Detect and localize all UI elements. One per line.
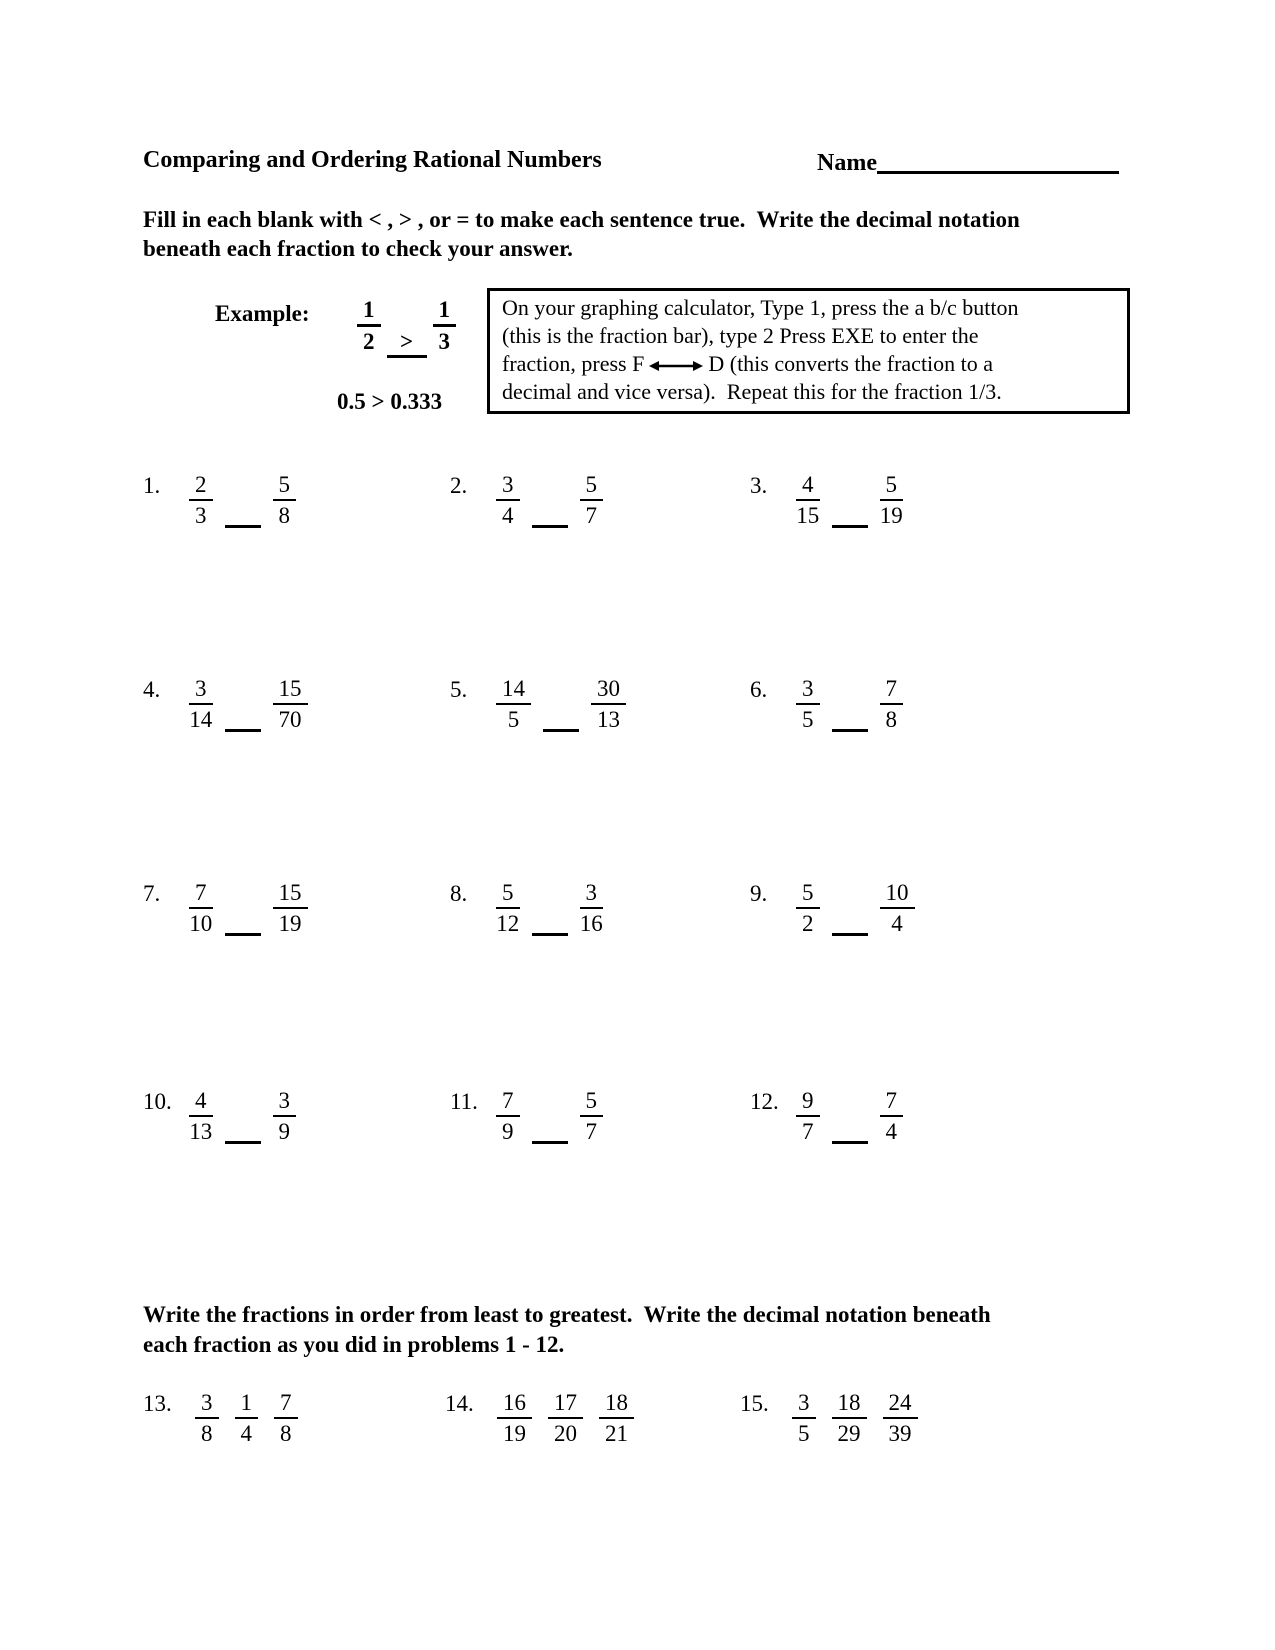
fraction-numerator: 5 [580, 472, 604, 501]
fraction-denominator: 4 [885, 1119, 897, 1144]
instructions-line-2: beneath each fraction to check your answer. [143, 236, 573, 261]
problem-number: 2. [450, 473, 468, 498]
fraction-numerator: 15 [273, 880, 308, 909]
fraction-denominator: 14 [189, 707, 213, 732]
fraction-denominator: 9 [278, 1119, 290, 1144]
fraction-numerator: 10 [880, 880, 915, 909]
problem-5 [450, 676, 626, 733]
fraction-denominator: 4 [502, 503, 514, 528]
problem-number: 8. [450, 881, 468, 906]
problem-number: 7. [143, 881, 161, 906]
fraction-numerator: 17 [548, 1390, 583, 1419]
fraction-numerator: 24 [883, 1390, 918, 1419]
worksheet-title: Comparing and Ordering Rational Numbers [143, 147, 602, 173]
fraction [273, 1088, 297, 1145]
fraction-denominator: 5 [798, 1421, 810, 1446]
answer-blank[interactable] [225, 1135, 261, 1144]
fraction-denominator: 15 [796, 503, 820, 528]
answer-blank[interactable] [532, 1135, 568, 1144]
fraction-numerator: 9 [796, 1088, 820, 1117]
fraction-numerator: 3 [195, 1390, 219, 1419]
fraction [189, 676, 213, 733]
fraction-numerator: 2 [189, 472, 213, 501]
answer-blank[interactable] [832, 1135, 868, 1144]
fraction-numerator: 15 [273, 676, 308, 705]
fraction-numerator: 3 [796, 676, 820, 705]
fraction-denominator: 8 [278, 503, 290, 528]
calcbox-line-1: On your graphing calculator, Type 1, press the a b/c button [502, 295, 1019, 320]
fraction-denominator: 70 [278, 707, 302, 732]
fraction [796, 1088, 820, 1145]
problem-number: 10. [143, 1089, 172, 1114]
fraction-denominator: 3 [195, 503, 207, 528]
f-to-d-double-arrow-icon [649, 359, 703, 373]
fraction [580, 1088, 604, 1145]
fraction [796, 880, 820, 937]
fraction-numerator: 5 [796, 880, 820, 909]
fraction-denominator: 19 [503, 1421, 526, 1446]
problem-7 [143, 880, 308, 937]
fraction-denominator: 10 [189, 911, 213, 936]
fraction-numerator: 7 [880, 676, 904, 705]
fraction-numerator: 30 [591, 676, 626, 705]
problem-number: 15. [740, 1391, 769, 1416]
fraction [433, 297, 457, 355]
answer-blank[interactable] [532, 519, 568, 528]
example-label: Example: [215, 301, 310, 326]
calcbox-line-3: fraction, press F D (this converts the fraction to a [502, 351, 994, 376]
problem-8 [450, 880, 603, 937]
fraction [880, 676, 904, 733]
problem-number: 14. [445, 1391, 474, 1416]
problem-number: 9. [750, 881, 768, 906]
name-field-row [817, 147, 1119, 177]
fraction [796, 676, 820, 733]
section2-line-2: each fraction as you did in problems 1 - 12. [143, 1332, 565, 1357]
fraction-denominator: 12 [496, 911, 520, 936]
fraction-denominator: 8 [885, 707, 897, 732]
instructions [143, 205, 1020, 263]
fraction-denominator: 20 [554, 1421, 577, 1446]
fraction [189, 880, 213, 937]
fraction-denominator: 5 [507, 707, 520, 732]
fraction [548, 1390, 583, 1447]
fraction [496, 472, 520, 529]
fraction-denominator: 13 [189, 1119, 213, 1144]
fraction-numerator: 18 [599, 1390, 634, 1419]
answer-blank[interactable] [225, 519, 261, 528]
problem-4 [143, 676, 308, 733]
fraction-denominator: 19 [278, 911, 302, 936]
example-answer-blank: > [387, 329, 427, 358]
fraction [496, 676, 531, 733]
fraction [496, 1088, 520, 1145]
problem-number: 4. [143, 677, 161, 702]
fraction [883, 1390, 918, 1447]
fraction [832, 1390, 867, 1447]
fraction-denominator: 8 [280, 1421, 292, 1446]
fraction-numerator: 3 [189, 676, 213, 705]
name-blank-line[interactable] [877, 147, 1119, 174]
example-problem [357, 297, 456, 355]
problem-12 [750, 1088, 903, 1145]
fraction-numerator: 7 [274, 1390, 298, 1419]
calcbox-line-2: (this is the fraction bar), type 2 Press EXE to enter the [502, 323, 979, 348]
fraction [357, 297, 381, 355]
fraction-numerator: 5 [496, 880, 520, 909]
fraction-numerator: 4 [189, 1088, 213, 1117]
answer-blank[interactable] [832, 519, 868, 528]
answer-blank[interactable] [543, 723, 579, 732]
fraction-denominator: 2 [802, 911, 814, 936]
answer-blank[interactable] [532, 927, 568, 936]
instructions-line-1: Fill in each blank with < , > , or = to make each sentence true. Write the decimal notation [143, 207, 1020, 232]
fraction-denominator: 7 [585, 1119, 597, 1144]
calcbox-line-4: decimal and vice versa). Repeat this for the fraction 1/3. [502, 379, 1002, 404]
fraction [880, 880, 915, 937]
problem-number: 13. [143, 1391, 172, 1416]
fraction-denominator: 4 [891, 911, 903, 936]
problem-11 [450, 1088, 603, 1145]
problem-number: 11. [450, 1089, 478, 1114]
answer-blank[interactable] [225, 927, 261, 936]
fraction-numerator: 16 [497, 1390, 532, 1419]
fraction-numerator: 5 [580, 1088, 604, 1117]
fraction [189, 1088, 213, 1145]
problem-2 [450, 472, 603, 529]
problem-9 [750, 880, 915, 937]
fraction-denominator: 16 [579, 911, 603, 936]
fraction [497, 1390, 532, 1447]
fraction-numerator: 5 [273, 472, 297, 501]
fraction-numerator: 7 [496, 1088, 520, 1117]
fraction [792, 1390, 816, 1447]
problem-6 [750, 676, 903, 733]
fraction-numerator: 7 [189, 880, 213, 909]
fraction [274, 1390, 298, 1447]
fraction [796, 472, 820, 529]
fraction-denominator: 8 [201, 1421, 213, 1446]
answer-blank[interactable] [225, 723, 261, 732]
fraction-denominator: 7 [802, 1119, 814, 1144]
fraction [189, 472, 213, 529]
fraction-numerator: 5 [880, 472, 904, 501]
fraction [273, 472, 297, 529]
fraction [496, 880, 520, 937]
fraction-numerator: 18 [832, 1390, 867, 1419]
fraction-denominator: 13 [597, 707, 620, 732]
problem-13 [143, 1390, 314, 1447]
problem-number: 6. [750, 677, 768, 702]
problem-number: 3. [750, 473, 768, 498]
fraction [599, 1390, 634, 1447]
fraction-numerator: 4 [796, 472, 820, 501]
fraction-denominator: 4 [240, 1421, 252, 1446]
fraction [273, 676, 308, 733]
problem-1 [143, 472, 296, 529]
fraction-denominator: 21 [605, 1421, 628, 1446]
answer-blank[interactable] [832, 927, 868, 936]
problem-15 [740, 1390, 934, 1447]
fraction-numerator: 1 [357, 297, 381, 327]
fraction-numerator: 3 [496, 472, 520, 501]
problem-3 [750, 472, 903, 529]
fraction [195, 1390, 219, 1447]
section2-line-1: Write the fractions in order from least to greatest. Write the decimal notation beneath [143, 1302, 991, 1327]
fraction-denominator: 7 [585, 503, 597, 528]
name-label: Name [817, 150, 877, 176]
fraction-denominator: 39 [888, 1421, 912, 1446]
fraction [580, 880, 604, 937]
fraction [580, 472, 604, 529]
problem-number: 12. [750, 1089, 779, 1114]
answer-blank[interactable] [832, 723, 868, 732]
calculator-instructions-box [487, 288, 1130, 414]
fraction-denominator: 3 [438, 329, 450, 354]
problem-number: 5. [450, 677, 468, 702]
problem-14 [445, 1390, 650, 1447]
fraction-numerator: 14 [496, 676, 531, 705]
fraction [235, 1390, 259, 1447]
problem-number: 1. [143, 473, 161, 498]
fraction [591, 676, 626, 733]
fraction-denominator: 19 [879, 503, 903, 528]
fraction-numerator: 7 [880, 1088, 904, 1117]
fraction [880, 472, 904, 529]
fraction-numerator: 3 [792, 1390, 816, 1419]
fraction-numerator: 1 [235, 1390, 259, 1419]
fraction-denominator: 9 [502, 1119, 514, 1144]
fraction-numerator: 3 [580, 880, 604, 909]
section2-instructions [143, 1300, 991, 1360]
fraction-denominator: 2 [363, 329, 375, 354]
fraction [273, 880, 308, 937]
fraction-numerator: 1 [433, 297, 457, 327]
problem-10 [143, 1088, 296, 1145]
fraction-denominator: 5 [802, 707, 814, 732]
fraction [880, 1088, 904, 1145]
fraction-numerator: 3 [273, 1088, 297, 1117]
example-decimal-check: 0.5 > 0.333 [337, 389, 443, 414]
fraction-denominator: 29 [837, 1421, 861, 1446]
